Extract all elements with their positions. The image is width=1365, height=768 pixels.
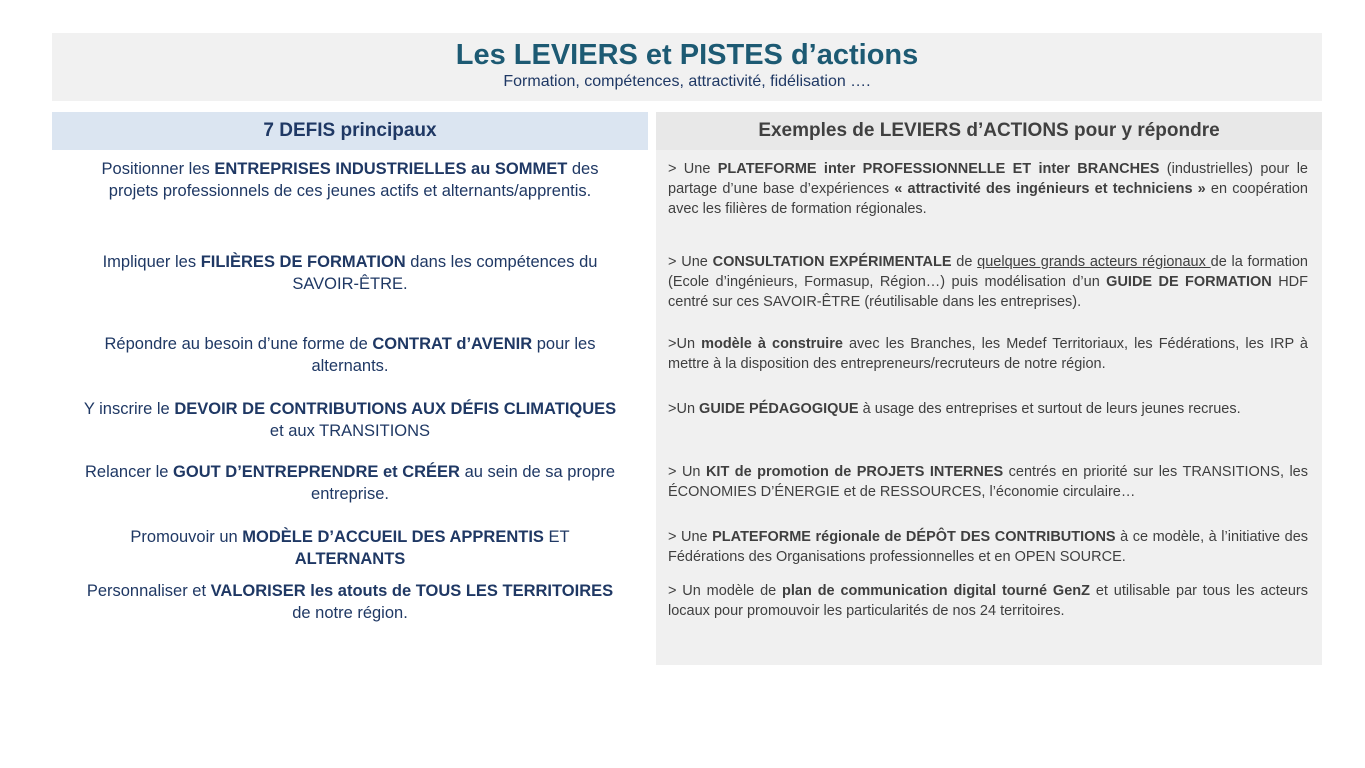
table-body bbox=[52, 150, 1322, 665]
levier-cell-6: > Une PLATEFORME régionale de DÉPÔT DES CONTRIBUTIONS à ce modèle, à l’initiative des Fédérations des Organisations professionnelles et en OPEN SOURCE. bbox=[656, 518, 1322, 572]
table-row bbox=[52, 453, 1322, 518]
defi-cell-3: Répondre au besoin d’une forme de CONTRAT d’AVENIR pour les alternants. bbox=[52, 325, 648, 390]
levier-cell-3: >Un modèle à construire avec les Branches, les Medef Territoriaux, les Fédérations, les IRP à mettre à la disposition des entrepreneurs/recruteurs de notre région. bbox=[656, 325, 1322, 390]
table-row bbox=[52, 325, 1322, 390]
defi-cell-2: Impliquer les FILIÈRES DE FORMATION dans les compétences du SAVOIR-ÊTRE. bbox=[52, 243, 648, 325]
column-header-defis: 7 DEFIS principaux bbox=[52, 112, 648, 150]
table-row bbox=[52, 390, 1322, 453]
defi-cell-1: Positionner les ENTREPRISES INDUSTRIELLES au SOMMET des projets professionnels de ces jeunes actifs et alternants/apprentis. bbox=[52, 150, 648, 243]
page-subtitle: Formation, compétences, attractivité, fidélisation …. bbox=[503, 73, 871, 91]
levier-cell-1: > Une PLATEFORME inter PROFESSIONNELLE ET inter BRANCHES (industrielles) pour le partage d’une base d’expériences « attractivité des ingénieurs et techniciens » en coopération avec les filières de formation régionales. bbox=[656, 150, 1322, 243]
table-row bbox=[52, 243, 1322, 325]
defi-cell-6: Promouvoir un MODÈLE D’ACCUEIL DES APPRENTIS ET ALTERNANTS bbox=[52, 518, 648, 572]
levier-cell-7: > Un modèle de plan de communication digital tourné GenZ et utilisable par tous les acteurs locaux pour promouvoir les particularités de nos 24 territoires. bbox=[656, 572, 1322, 665]
table-header-row bbox=[52, 112, 1322, 150]
table-row bbox=[52, 518, 1322, 572]
levier-cell-5: > Un KIT de promotion de PROJETS INTERNES centrés en priorité sur les TRANSITIONS, les ÉCONOMIES D’ÉNERGIE et de RESSOURCES, l’économie circulaire… bbox=[656, 453, 1322, 518]
title-band bbox=[52, 33, 1322, 101]
page-title: Les LEVIERS et PISTES d’actions bbox=[455, 39, 919, 71]
levier-cell-4: >Un GUIDE PÉDAGOGIQUE à usage des entreprises et surtout de leurs jeunes recrues. bbox=[656, 390, 1322, 453]
column-header-leviers: Exemples de LEVIERS d’ACTIONS pour y répondre bbox=[656, 112, 1322, 150]
defi-cell-4: Y inscrire le DEVOIR DE CONTRIBUTIONS AUX DÉFIS CLIMATIQUES et aux TRANSITIONS bbox=[52, 390, 648, 453]
levier-cell-2: > Une CONSULTATION EXPÉRIMENTALE de quelques grands acteurs régionaux de la formation (Ecole d’ingénieurs, Formasup, Région…) puis modélisation d’un GUIDE DE FORMATION HDF centré sur ces SAVOIR-ÊTRE (réutilisable dans les entreprises). bbox=[656, 243, 1322, 325]
table-row bbox=[52, 150, 1322, 243]
defi-cell-7: Personnaliser et VALORISER les atouts de TOUS LES TERRITOIRES de notre région. bbox=[52, 572, 648, 665]
defi-cell-5: Relancer le GOUT D’ENTREPRENDRE et CRÉER au sein de sa propre entreprise. bbox=[52, 453, 648, 518]
table-row bbox=[52, 572, 1322, 665]
